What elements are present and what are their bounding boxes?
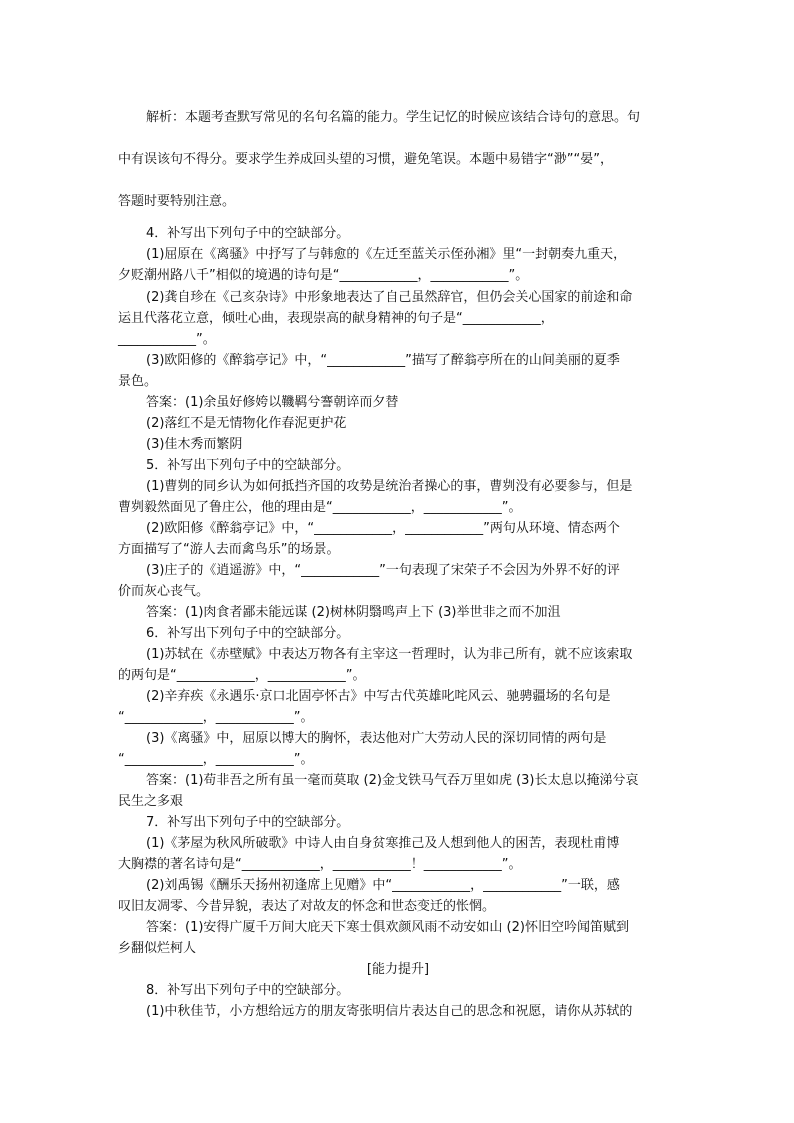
answer-6-line-1: 答案：(1)苟非吾之所有虽一毫而莫取 (2)金戈铁马气吞万里如虎 (3)长太息以掩涕兮哀 [146, 773, 639, 788]
question-5-1-line-2: 曹刿毅然面见了鲁庄公，他的理由是“____________，____________”。 [118, 500, 522, 515]
question-4-2-line-3: ____________”。 [118, 332, 216, 347]
analysis-line-2: 中有误该句不得分。要求学生养成回头望的习惯，避免笔误。本题中易错字“渺”“晏”， [118, 152, 613, 167]
question-6-3-line-2: “____________，____________”。 [118, 752, 314, 767]
question-5-2-line-1: (2)欧阳修《醉翁亭记》中，“____________，____________”两句从环境、情态两个 [146, 521, 620, 536]
answer-6-line-2: 民生之多艰 [118, 794, 184, 809]
section-title: [能力提升] [366, 962, 430, 977]
question-4-1-line-2: 夕贬潮州路八千”相似的境遇的诗句是“____________，____________”。 [118, 268, 529, 283]
question-4-2-line-1: (2)龚自珍在《己亥杂诗》中形象地表达了自己虽然辞官，但仍会关心国家的前途和命 [146, 290, 633, 305]
question-7-2-line-2: 叹旧友凋零、今昔异貌，表达了对故友的怀念和世态变迁的怅惘。 [118, 899, 496, 914]
answer-7-line-1: 答案：(1)安得广厦千万间大庇天下寒士俱欢颜风雨不动安如山 (2)怀旧空吟闻笛赋到 [146, 920, 629, 935]
question-6-2-line-2: “____________，____________”。 [118, 710, 314, 725]
question-6-3-line-1: (3)《离骚》中，屈原以博大的胸怀，表达他对广大劳动人民的深切同情的两句是 [146, 731, 607, 746]
analysis-line-3: 答题时要特别注意。 [118, 194, 236, 209]
question-8-heading: 8．补写出下列句子中的空缺部分。 [146, 983, 350, 998]
answer-4-line-3: (3)佳木秀而繁阴 [146, 437, 243, 452]
question-7-1-line-1: (1)《茅屋为秋风所破歌》中诗人由自身贫寒推己及人想到他人的困苦，表现杜甫博 [146, 836, 620, 851]
question-4-1-line-1: (1)屈原在《离骚》中抒写了与韩愈的《左迁至蓝关示侄孙湘》里“一封朝奏九重天， [146, 247, 627, 262]
question-7-2-line-1: (2)刘禹锡《酬乐天扬州初逢席上见赠》中“____________，____________”一联，感 [146, 878, 620, 893]
question-4-heading: 4．补写出下列句子中的空缺部分。 [146, 226, 350, 241]
answer-5-line-1: 答案：(1)肉食者鄙未能远谋 (2)树林阴翳鸣声上下 (3)举世非之而不加沮 [146, 605, 561, 620]
question-5-2-line-2: 方面描写了“游人去而禽鸟乐”的场景。 [118, 542, 340, 557]
answer-4-line-1: 答案：(1)余虽好修姱以鞿羁兮謇朝谇而夕替 [146, 395, 399, 410]
question-6-1-line-2: 的两句是“____________，____________”。 [118, 668, 366, 683]
question-4-3-line-1: (3)欧阳修的《醉翁亭记》中，“____________”描写了醉翁亭所在的山间美丽的夏季 [146, 353, 620, 368]
answer-7-line-2: 乡翻似烂柯人 [118, 941, 197, 956]
question-7-heading: 7．补写出下列句子中的空缺部分。 [146, 815, 350, 830]
question-5-1-line-1: (1)曹刿的同乡认为如何抵挡齐国的攻势是统治者操心的事，曹刿没有必要参与，但是 [146, 479, 633, 494]
analysis-line-1: 解析：本题考查默写常见的名句名篇的能力。学生记忆的时候应该结合诗句的意思。句 [146, 110, 641, 125]
question-7-1-line-2: 大胸襟的著名诗句是“____________，____________！____________”。 [118, 857, 522, 872]
question-5-heading: 5．补写出下列句子中的空缺部分。 [146, 458, 350, 473]
question-6-1-line-1: (1)苏轼在《赤壁赋》中表达万物各有主宰这一哲理时，认为非己所有，就不应该索取 [146, 647, 633, 662]
question-5-3-line-2: 价而灰心丧气。 [118, 584, 210, 599]
question-6-2-line-1: (2)辛弃疾《永遇乐·京口北固亭怀古》中写古代英雄叱咤风云、驰骋疆场的名句是 [146, 689, 611, 704]
question-6-heading: 6．补写出下列句子中的空缺部分。 [146, 626, 350, 641]
question-8-1-line-1: (1)中秋佳节，小方想给远方的朋友寄张明信片表达自己的思念和祝愿，请你从苏轼的 [146, 1004, 633, 1019]
question-4-2-line-2: 运且代落花立意，倾吐心曲，表现崇高的献身精神的句子是“____________， [118, 311, 554, 326]
answer-4-line-2: (2)落红不是无情物化作春泥更护花 [146, 416, 347, 431]
question-4-3-line-2: 景色。 [118, 374, 158, 389]
question-5-3-line-1: (3)庄子的《逍遥游》中，“____________”一句表现了宋荣子不会因为外界不好的评 [146, 563, 620, 578]
